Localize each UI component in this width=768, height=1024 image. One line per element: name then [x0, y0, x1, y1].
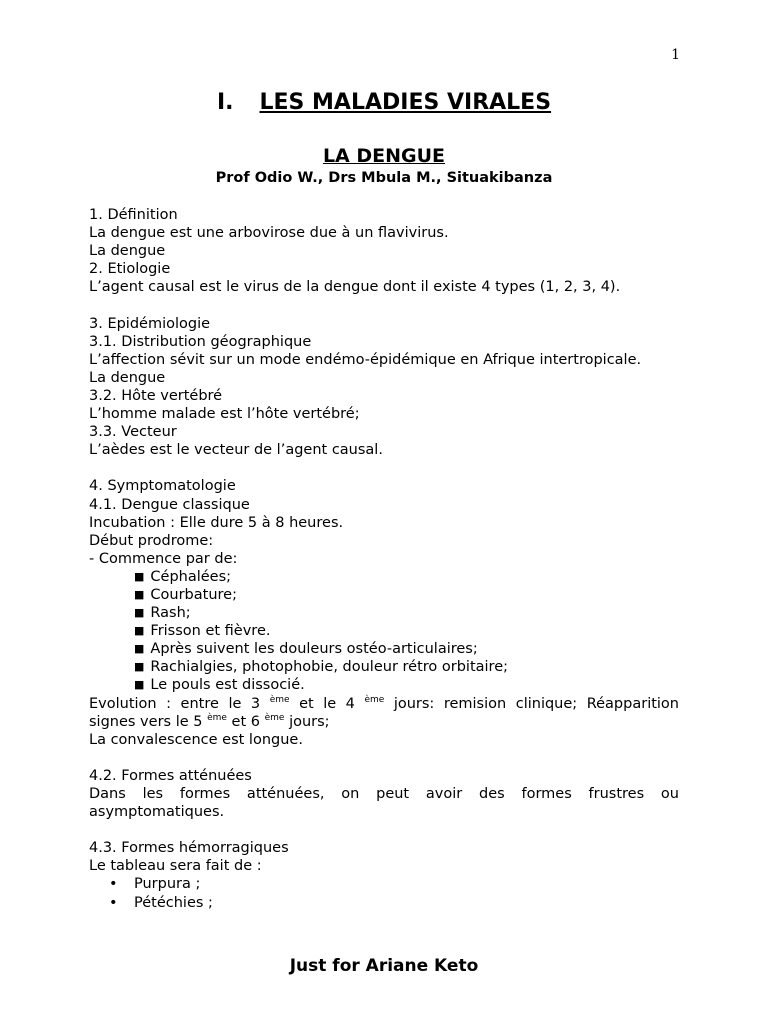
section-title: LA DENGUE: [322, 145, 446, 167]
vector-text: L’aèdes est le vecteur de l’agent causal.: [89, 442, 383, 459]
vector-heading: 3.3. Vecteur: [89, 424, 177, 441]
incubation-text: Incubation : Elle dure 5 à 8 heures.: [89, 514, 344, 531]
hemorrhagic-intro: Le tableau sera fait de :: [89, 858, 262, 875]
footer-text: Just for Ariane Keto: [289, 956, 479, 976]
spacer: [89, 296, 679, 314]
ordinal-superscript: ème: [269, 694, 290, 705]
symptom-item: [89, 586, 679, 604]
dot-bullet-icon: •: [109, 876, 118, 893]
square-bullet-icon: ■: [134, 678, 145, 692]
square-bullet-icon: ■: [134, 624, 145, 638]
definition-heading: 1. Définition: [89, 207, 178, 223]
etiology-heading: 2. Etiologie: [89, 261, 171, 278]
square-bullet-icon: ■: [134, 587, 145, 601]
hemorrhagic-forms-heading: 4.3. Formes hémorragiques: [89, 840, 289, 857]
spacer: [89, 459, 679, 477]
symptom-text: Après suivent les douleurs ostéo-articulaires;: [150, 641, 478, 658]
etiology-text: L’agent causal est le virus de la dengue dont il existe 4 types (1, 2, 3, 4).: [89, 279, 621, 296]
begins-with-text: - Commence par de:: [89, 550, 238, 567]
chapter-title-text: LES MALADIES VIRALES: [259, 90, 552, 115]
chapter-number: I.: [216, 90, 234, 115]
ordinal-superscript: ème: [207, 712, 227, 723]
epidemiology-heading: 3. Epidémiologie: [89, 315, 211, 332]
symptom-text: Le pouls est dissocié.: [150, 677, 305, 694]
dot-bullet-icon: •: [109, 894, 118, 911]
evolution-part: et 6: [231, 713, 260, 730]
distribution-text-2: La dengue: [89, 369, 166, 386]
square-bullet-icon: ■: [134, 569, 145, 583]
host-heading: 3.2. Hôte vertébré: [89, 387, 223, 404]
square-bullet-icon: ■: [134, 642, 145, 656]
evolution-part: Evolution : entre le 3: [89, 695, 261, 712]
authors-line: Prof Odio W., Drs Mbula M., Situakibanza: [215, 170, 553, 186]
symptom-text: Rachialgies, photophobie, douleur rétro orbitaire;: [150, 659, 508, 676]
symptom-item: [89, 658, 679, 676]
distribution-text: L’affection sévit sur un mode endémo-épidémique en Afrique intertropicale.: [89, 351, 642, 368]
evolution-text: [89, 695, 679, 713]
evolution-part: signes vers le 5: [89, 713, 203, 730]
evolution-text-2: [89, 713, 679, 731]
square-bullet-icon: ■: [134, 660, 145, 674]
spacer: [89, 749, 679, 767]
square-bullet-icon: ■: [134, 606, 145, 620]
attenuated-forms-text: Dans les formes atténuées, on peut avoir des formes frustres ou asymptomatiques.: [89, 786, 679, 821]
spacer: [89, 821, 679, 839]
definition-text: La dengue est une arbovirose due à un flavivirus.: [89, 225, 449, 242]
hemorrhagic-item-text: Purpura ;: [134, 876, 201, 893]
symptom-text: Rash;: [150, 605, 191, 622]
symptom-item: [89, 676, 679, 694]
distribution-heading: 3.1. Distribution géographique: [89, 333, 312, 350]
hemorrhagic-item-text: Pétéchies ;: [134, 894, 213, 911]
evolution-part: jours;: [289, 713, 330, 730]
ordinal-superscript: ème: [364, 694, 385, 705]
evolution-part: jours: remision clinique; Réapparition: [393, 695, 679, 712]
symptom-item: [89, 604, 679, 622]
classic-dengue-heading: 4.1. Dengue classique: [89, 496, 250, 513]
symptom-item: [89, 640, 679, 658]
symptom-text: Céphalées;: [150, 568, 232, 585]
evolution-part: et le 4: [299, 695, 355, 712]
hemorrhagic-item: [89, 894, 679, 912]
definition-text-2: La dengue: [89, 243, 166, 260]
attenuated-forms-heading: 4.2. Formes atténuées: [89, 767, 252, 784]
prodrome-text: Début prodrome:: [89, 532, 214, 549]
chapter-title: [0, 90, 768, 115]
host-text: L’homme malade est l’hôte vertébré;: [89, 406, 360, 423]
hemorrhagic-item: [89, 875, 679, 893]
symptomatology-heading: 4. Symptomatologie: [89, 478, 236, 495]
symptom-item: [89, 622, 679, 640]
symptom-text: Courbature;: [150, 586, 237, 603]
symptom-text: Frisson et fièvre.: [150, 623, 271, 640]
document-body: [89, 206, 679, 912]
convalescence-text: La convalescence est longue.: [89, 731, 303, 748]
symptom-item: [89, 568, 679, 586]
ordinal-superscript: ème: [264, 712, 285, 723]
page-number: 1: [671, 47, 680, 63]
